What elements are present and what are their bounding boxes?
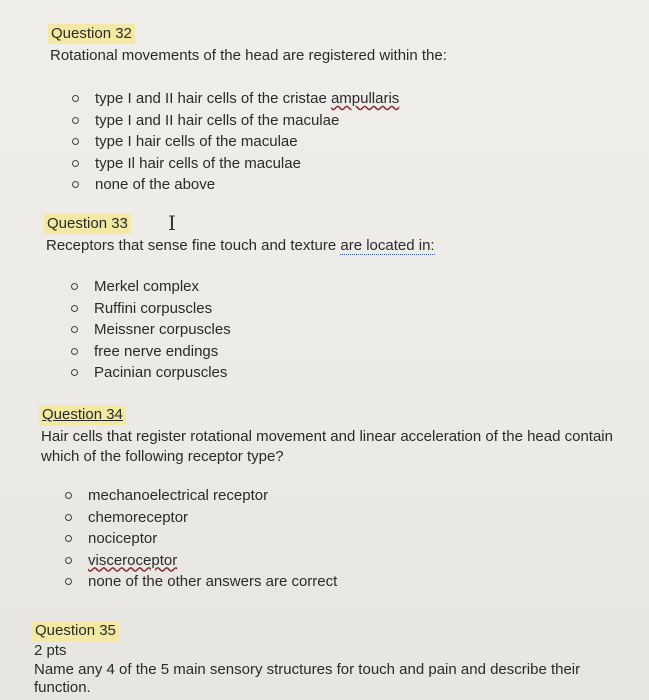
option[interactable]	[72, 110, 628, 132]
option-label: mechanoelectrical receptor	[88, 487, 269, 504]
question-32-title: Question 32	[48, 24, 135, 44]
radio-button[interactable]	[72, 95, 79, 102]
radio-button[interactable]	[65, 514, 72, 521]
question-32-options	[72, 88, 628, 196]
option-label: Meissner corpuscles	[94, 321, 231, 338]
option-label: none of the other answers are correct	[88, 573, 338, 590]
radio-button[interactable]	[65, 578, 72, 585]
question-32	[48, 24, 628, 196]
option[interactable]	[71, 276, 634, 298]
question-33-options	[71, 276, 634, 384]
question-33	[44, 211, 634, 384]
radio-button[interactable]	[71, 369, 78, 376]
question-34	[39, 405, 644, 593]
option-label: Pacinian corpuscles	[94, 364, 228, 381]
radio-button[interactable]	[72, 138, 79, 145]
option[interactable]	[65, 528, 644, 550]
question-35-title: Question 35	[32, 621, 119, 641]
option[interactable]	[65, 550, 644, 572]
radio-button[interactable]	[71, 326, 78, 333]
question-34-text: Hair cells that register rotational movement and linear acceleration of the head contain which of the following receptor type?	[41, 428, 613, 465]
question-33-text: Receptors that sense fine touch and texture are located in:	[46, 237, 435, 254]
option[interactable]	[72, 174, 628, 196]
option[interactable]	[65, 485, 644, 507]
question-35	[32, 621, 632, 697]
option[interactable]	[65, 507, 644, 529]
option-label: Ruffini corpuscles	[94, 299, 213, 317]
option[interactable]	[72, 131, 628, 153]
option[interactable]	[71, 341, 634, 363]
radio-button[interactable]	[72, 160, 79, 167]
option-label: none of the above	[95, 176, 216, 193]
option[interactable]	[71, 362, 634, 384]
question-33-title: Question 33	[44, 214, 131, 234]
option[interactable]	[65, 571, 644, 593]
option-label: free nerve endings	[94, 342, 219, 360]
option-label: type I hair cells of the maculae	[95, 133, 298, 150]
option-label: Merkel complex	[94, 278, 200, 295]
option[interactable]	[71, 298, 634, 320]
option-label: type I and II hair cells of the maculae	[95, 111, 340, 129]
question-34-options	[65, 485, 644, 593]
radio-button[interactable]	[65, 535, 72, 542]
option-label: nociceptor	[88, 530, 158, 547]
radio-button[interactable]	[72, 181, 79, 188]
question-34-title: Question 34	[39, 405, 126, 425]
option-label: visceroceptor	[88, 551, 178, 569]
option[interactable]	[72, 153, 628, 175]
question-32-text: Rotational movements of the head are registered within the:	[50, 47, 447, 64]
radio-button[interactable]	[71, 283, 78, 290]
option-label: type Il hair cells of the maculae	[95, 154, 301, 172]
question-35-text: Name any 4 of the 5 main sensory structures for touch and pain and describe their function.	[34, 661, 581, 696]
radio-button[interactable]	[71, 348, 78, 355]
question-35-points: 2 pts	[34, 642, 67, 659]
option[interactable]	[71, 319, 634, 341]
text-cursor-icon: I	[168, 211, 176, 235]
radio-button[interactable]	[65, 557, 72, 564]
radio-button[interactable]	[71, 305, 78, 312]
option-label: chemoreceptor	[88, 508, 189, 526]
option-label: type I and II hair cells of the cristae ampullaris	[95, 90, 400, 107]
option[interactable]	[72, 88, 628, 110]
radio-button[interactable]	[72, 117, 79, 124]
radio-button[interactable]	[65, 492, 72, 499]
